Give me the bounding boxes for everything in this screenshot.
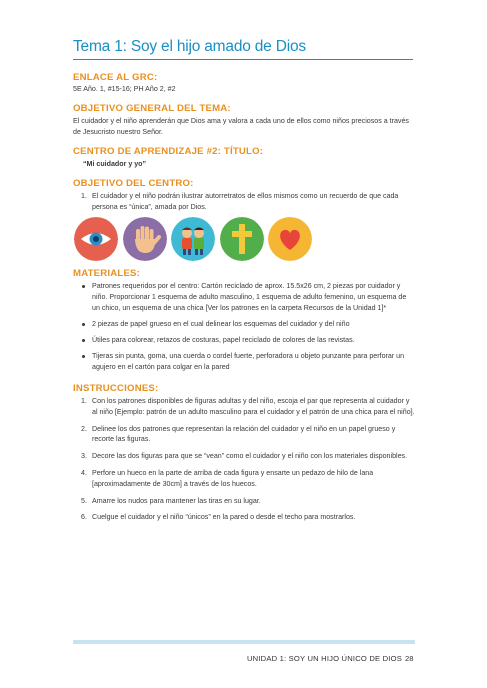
- children-icon: [171, 217, 215, 261]
- bullet-icon: [82, 323, 85, 326]
- cross-icon: [220, 217, 264, 261]
- bullet-icon: [82, 355, 85, 358]
- instrucciones-list: [73, 396, 415, 529]
- enlace-heading: ENLACE AL GRC:: [73, 72, 158, 83]
- list-item: Patrones requeridos por el centro: Cartón reciclado de aprox. 15.5x26 cm, 2 piezas por cuidador y niño. Proporcionar 1 esquema de adulto masculino, 1 esquema de adulto femenino, un esquema de un chico, un esquema de una chica [Ver los patrones en la carpeta Recursos de la Unidad 1]*: [73, 281, 415, 313]
- materiales-heading: MATERIALES:: [73, 268, 141, 279]
- theme-icons: [74, 217, 312, 261]
- page-title: Tema 1: Soy el hijo amado de Dios: [73, 38, 413, 60]
- list-item: 2 piezas de papel grueso en el cual delinear los esquemas del cuidador y del niño: [73, 319, 415, 330]
- objetivo-centro-list: [73, 191, 415, 219]
- heart-icon: [268, 217, 312, 261]
- footer-unit-title: UNIDAD 1: SOY UN HIJO ÚNICO DE DIOS: [247, 654, 402, 663]
- footer-divider: [73, 640, 415, 644]
- hand-icon: [123, 217, 167, 261]
- centro-heading: CENTRO DE APRENDIZAJE #2: TÍTULO:: [73, 146, 264, 157]
- objetivo-centro-heading: OBJETIVO DEL CENTRO:: [73, 178, 194, 189]
- bullet-icon: [82, 339, 85, 342]
- list-item: 5. Amarre los nudos para mantener las tiras en su lugar.: [81, 496, 261, 505]
- page-number: 28: [405, 654, 414, 663]
- list-item: Útiles para colorear, retazos de costuras, papel reciclado de colores de las revistas.: [73, 335, 415, 346]
- bullet-icon: [82, 285, 85, 288]
- objetivo-general-heading: OBJETIVO GENERAL DEL TEMA:: [73, 103, 231, 114]
- objetivo-general-text: El cuidador y el niño aprenderán que Dios ama y valora a cada uno de ellos como niños preciosos a través de Jesucristo nuestro Señor.: [73, 117, 409, 136]
- materiales-list: [73, 281, 415, 379]
- list-item: 1. Con los patrones disponibles de figuras adultas y del niño, escoja el par que representa al cuidador y al niño [Ejemplo: patrón de un adulto masculino para el cuidador y el patrón de una chica para el niño].: [81, 397, 415, 416]
- list-item: 1. El cuidador y el niño podrán ilustrar autorretratos de ellos mismos como un recuerdo de que cada persona es “única”, amada por Dios.: [81, 192, 399, 211]
- list-item: 6. Cuelgue el cuidador y el niño “únicos” en la pared o desde el techo para mostrarlos.: [81, 513, 356, 522]
- list-item: 2. Delinee los dos patrones que representan la relación del cuidador y el niño en un papel grueso y recorte las figuras.: [81, 424, 396, 444]
- centro-subtitle: “Mi cuidador y yo”: [83, 160, 147, 168]
- list-item: 4. Perfore un hueco en la parte de arriba de cada figura y ensarte un pedazo de hilo de lana [aproximadamente de 30cm] a través de los huecos.: [81, 468, 374, 488]
- instrucciones-heading: INSTRUCCIONES:: [73, 383, 159, 394]
- enlace-text: 5E Año. 1, #15-16; PH Año 2, #2: [73, 85, 176, 93]
- list-item: Tijeras sin punta, goma, una cuerda o cordel fuerte, perforadora u objeto punzante para perforar un agujero en el cartón para colgar en la pared: [73, 351, 415, 373]
- eye-icon: [74, 217, 118, 261]
- list-item: 3. Decore las dos figuras para que se “vean” como el cuidador y el niño con los materiales disponibles.: [81, 452, 408, 461]
